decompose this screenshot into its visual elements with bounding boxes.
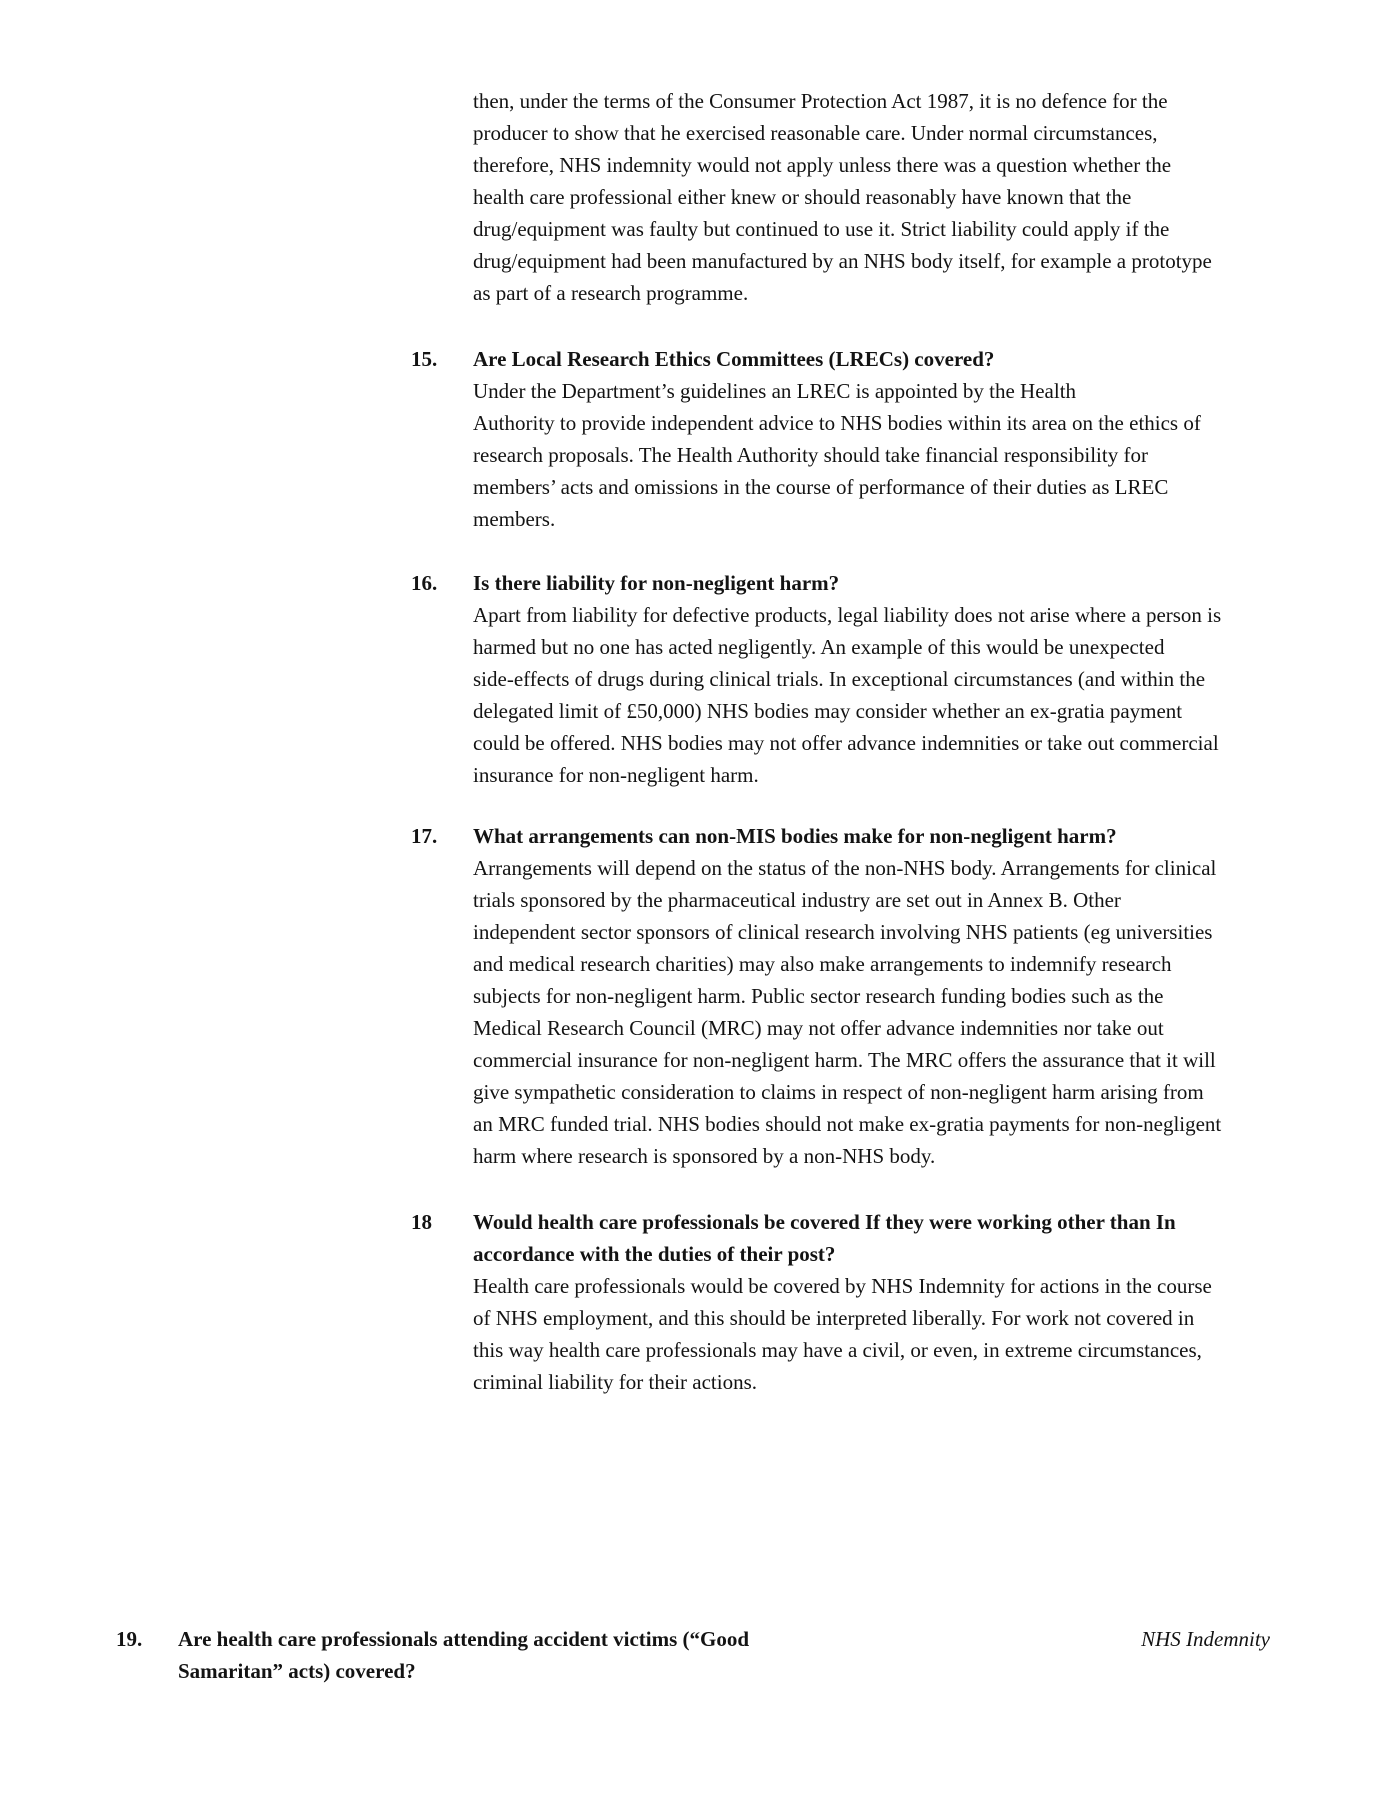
question-heading-line: accordance with the duties of their post?	[473, 1242, 836, 1266]
question-body-line: Under the Department’s guidelines an LREC is appointed by the Health	[473, 379, 1077, 403]
intro-paragraph-line: therefore, NHS indemnity would not apply unless there was a question whether the	[473, 153, 1172, 177]
question-content	[473, 1206, 1311, 1398]
question-body-line: research proposals. The Health Authority should take financial responsibility for	[473, 443, 1148, 467]
intro-paragraph-line: then, under the terms of the Consumer Protection Act 1987, it is no defence for the	[473, 89, 1168, 113]
question-number: 17.	[411, 824, 438, 848]
intro-paragraph	[473, 85, 1212, 309]
question-body-line: an MRC funded trial. NHS bodies should not make ex-gratia payments for non-negligent	[473, 1112, 1222, 1136]
question-body-line: independent sector sponsors of clinical research involving NHS patients (eg universities	[473, 920, 1213, 944]
question-heading-line: Is there liability for non-negligent harm?	[473, 571, 840, 595]
running-header: NHS Indemnity	[1141, 1627, 1270, 1651]
question-section	[411, 1206, 1311, 1398]
question-body-line: Medical Research Council (MRC) may not offer advance indemnities nor take out	[473, 1016, 1164, 1040]
question-body-line: members.	[473, 507, 556, 531]
intro-paragraph-line: producer to show that he exercised reasonable care. Under normal circumstances,	[473, 121, 1158, 145]
question-heading-line: Would health care professionals be covered If they were working other than In	[473, 1210, 1176, 1234]
intro-paragraph-line: health care professional either knew or should reasonably have known that the	[473, 185, 1132, 209]
question-body-line: trials sponsored by the pharmaceutical industry are set out in Annex B. Other	[473, 888, 1121, 912]
question-body-line: members’ acts and omissions in the course of performance of their duties as LREC	[473, 475, 1169, 499]
question-body-line: and medical research charities) may also make arrangements to indemnify research	[473, 952, 1172, 976]
footer-question-number: 19.	[116, 1627, 143, 1651]
question-body-line: could be offered. NHS bodies may not offer advance indemnities or take out commercial	[473, 731, 1219, 755]
question-number: 16.	[411, 571, 438, 595]
question-section	[411, 343, 1311, 535]
question-body-line: Arrangements will depend on the status of the non-NHS body. Arrangements for clinical	[473, 856, 1217, 880]
question-body-line: this way health care professionals may have a civil, or even, in extreme circumstances,	[473, 1338, 1202, 1362]
question-body-line: insurance for non-negligent harm.	[473, 763, 759, 787]
footer-question-heading-line: Are health care professionals attending accident victims (“Good	[178, 1627, 750, 1651]
question-body-line: delegated limit of £50,000) NHS bodies may consider whether an ex-gratia payment	[473, 699, 1183, 723]
question-body-line: of NHS employment, and this should be interpreted liberally. For work not covered in	[473, 1306, 1195, 1330]
question-section	[411, 820, 1311, 1172]
question-body-line: commercial insurance for non-negligent harm. The MRC offers the assurance that it will	[473, 1048, 1216, 1072]
question-content	[473, 820, 1311, 1172]
question-body-line: subjects for non-negligent harm. Public sector research funding bodies such as the	[473, 984, 1164, 1008]
question-body-line: harmed but no one has acted negligently. An example of this would be unexpected	[473, 635, 1165, 659]
question-section	[411, 567, 1311, 791]
question-content	[473, 567, 1311, 791]
question-body-line: Health care professionals would be covered by NHS Indemnity for actions in the course	[473, 1274, 1212, 1298]
question-heading-line: What arrangements can non-MIS bodies make for non-negligent harm?	[473, 824, 1117, 848]
intro-paragraph-line: drug/equipment had been manufactured by an NHS body itself, for example a prototype	[473, 249, 1212, 273]
question-content	[473, 343, 1311, 535]
question-body-line: side-effects of drugs during clinical trials. In exceptional circumstances (and within the	[473, 667, 1206, 691]
footer-question-19	[116, 1623, 876, 1687]
question-body-line: criminal liability for their actions.	[473, 1370, 758, 1394]
question-number: 18	[411, 1210, 432, 1234]
question-body-line: harm where research is sponsored by a non-NHS body.	[473, 1144, 936, 1168]
question-body-line: Apart from liability for defective products, legal liability does not arise where a person is	[473, 603, 1222, 627]
intro-paragraph-line: as part of a research programme.	[473, 281, 749, 305]
question-body-line: Authority to provide independent advice to NHS bodies within its area on the ethics of	[473, 411, 1201, 435]
question-number: 15.	[411, 347, 438, 371]
question-heading-line: Are Local Research Ethics Committees (LRECs) covered?	[473, 347, 995, 371]
intro-paragraph-line: drug/equipment was faulty but continued to use it. Strict liability could apply if the	[473, 217, 1170, 241]
footer-question-heading-line: Samaritan” acts) covered?	[178, 1659, 416, 1683]
footer-question-heading	[178, 1623, 876, 1687]
question-body-line: give sympathetic consideration to claims in respect of non-negligent harm arising from	[473, 1080, 1204, 1104]
